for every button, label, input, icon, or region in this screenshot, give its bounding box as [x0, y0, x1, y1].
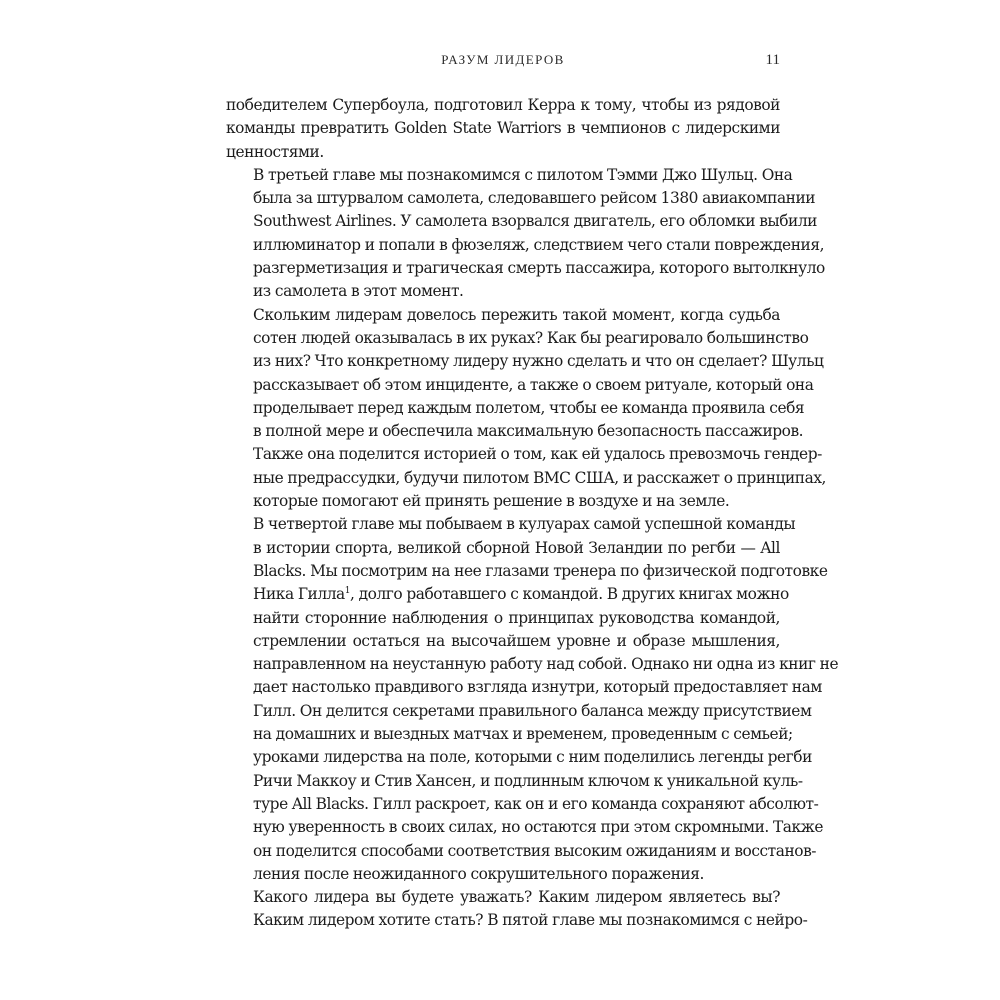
text-line: иллюминатор и попали в фюзеляж, следствием чего стали повреждения,	[253, 235, 825, 254]
paragraph-2	[226, 164, 825, 304]
page-number: 11	[765, 52, 780, 68]
text-line: стремлении остаться на высочайшем уровне и образе мышления,	[253, 631, 780, 650]
text-line: Гилл. Он делится секретами правильного баланса между присутствием	[253, 701, 812, 720]
text-line: Скольким лидерам довелось пережить такой момент, когда судьба	[253, 305, 780, 324]
text-line: Southwest Airlines. У самолета взорвался двигатель, его обломки выбили	[253, 212, 817, 231]
running-title: РАЗУМ ЛИДЕРОВ	[441, 52, 565, 67]
text-line: которые помогают ей принять решение в воздухе и на земле.	[253, 492, 730, 511]
text-line: победителем Супербоула, подготовил Керра к тому, чтобы из рядовой	[226, 96, 780, 114]
text-line: ную уверенность в своих силах, но остаются при этом скромными. Также	[253, 818, 824, 837]
footnote-line-start: Ника Гилла	[253, 585, 345, 604]
text-line: проделывает перед каждым полетом, чтобы ее команда проявила себя	[253, 398, 805, 417]
text-line: Каким лидером хотите стать? В пятой главе мы познакомимся с нейро-	[253, 911, 808, 930]
text-line: из них? Что конкретному лидеру нужно сделать и что он сделает? Шульц	[253, 352, 824, 371]
text-line: Также она поделится историей о том, как ей удалось превозмочь гендер-	[253, 445, 822, 464]
paragraph-5	[226, 886, 808, 933]
text-line: дает настолько правдивого взгляда изнутри, который предоставляет нам	[253, 678, 822, 697]
text-line: в истории спорта, великой сборной Новой Зеландии по регби — All	[253, 538, 780, 557]
text-line: Ричи Маккоу и Стив Хансен, и подлинным ключом к уникальной куль-	[253, 771, 803, 790]
paragraph-4	[226, 513, 839, 886]
text-line: уроками лидерства на поле, которыми с ним поделились легенды регби	[253, 748, 812, 767]
footnote-marker[interactable]: 1	[344, 586, 351, 597]
text-line: ления после неожиданного сокрушительного поражения.	[253, 864, 704, 883]
body-text	[226, 94, 839, 933]
paragraph-1	[226, 94, 780, 164]
text-line-with-footnote	[226, 583, 789, 606]
text-line: ценностями.	[226, 142, 324, 161]
text-line: команды превратить Golden State Warriors в чемпионов с лидерскими	[226, 119, 780, 138]
text-line: рассказывает об этом инциденте, а также о своем ритуале, который она	[253, 375, 814, 394]
text-line: разгерметизация и трагическая смерть пассажира, которого вытолкнуло	[253, 259, 825, 278]
text-line: Blacks. Мы посмотрим на нее глазами тренера по физической подготовке	[253, 561, 828, 580]
footnote-line-end: , долго работавшего с командой. В других книгах можно	[350, 585, 789, 604]
text-line: была за штурвалом самолета, следовавшего рейсом 1380 авиакомпании	[253, 189, 816, 208]
text-line: найти сторонние наблюдения о принципах руководства командой,	[253, 608, 780, 627]
text-line: В четвертой главе мы побываем в кулуарах самой успешной команды	[253, 515, 796, 534]
text-line: он поделится способами соответствия высоким ожиданиям и восстанов-	[253, 841, 817, 860]
text-line: В третьей главе мы познакомимся с пилотом Тэмми Джо Шульц. Она	[253, 165, 793, 184]
running-head	[226, 52, 780, 74]
text-line: в полной мере и обеспечила максимальную безопасность пассажиров.	[253, 422, 804, 441]
text-line: из самолета в этот момент.	[253, 282, 464, 301]
text-line: сотен людей оказывалась в их руках? Как бы реагировало большинство	[253, 328, 809, 347]
text-line: туре All Blacks. Гилл раскроет, как он и его команда сохраняют абсолют-	[253, 794, 819, 813]
text-line: Какого лидера вы будете уважать? Каким лидером являетесь вы?	[253, 888, 780, 907]
text-line: направленном на неустанную работу над собой. Однако ни одна из книг не	[253, 655, 839, 674]
paragraph-3	[226, 304, 826, 514]
text-line: ные предрассудки, будучи пилотом ВМС США, и расскажет о принципах,	[253, 468, 826, 487]
text-line: на домашних и выездных матчах и временем, проведенным с семьей;	[253, 725, 793, 744]
